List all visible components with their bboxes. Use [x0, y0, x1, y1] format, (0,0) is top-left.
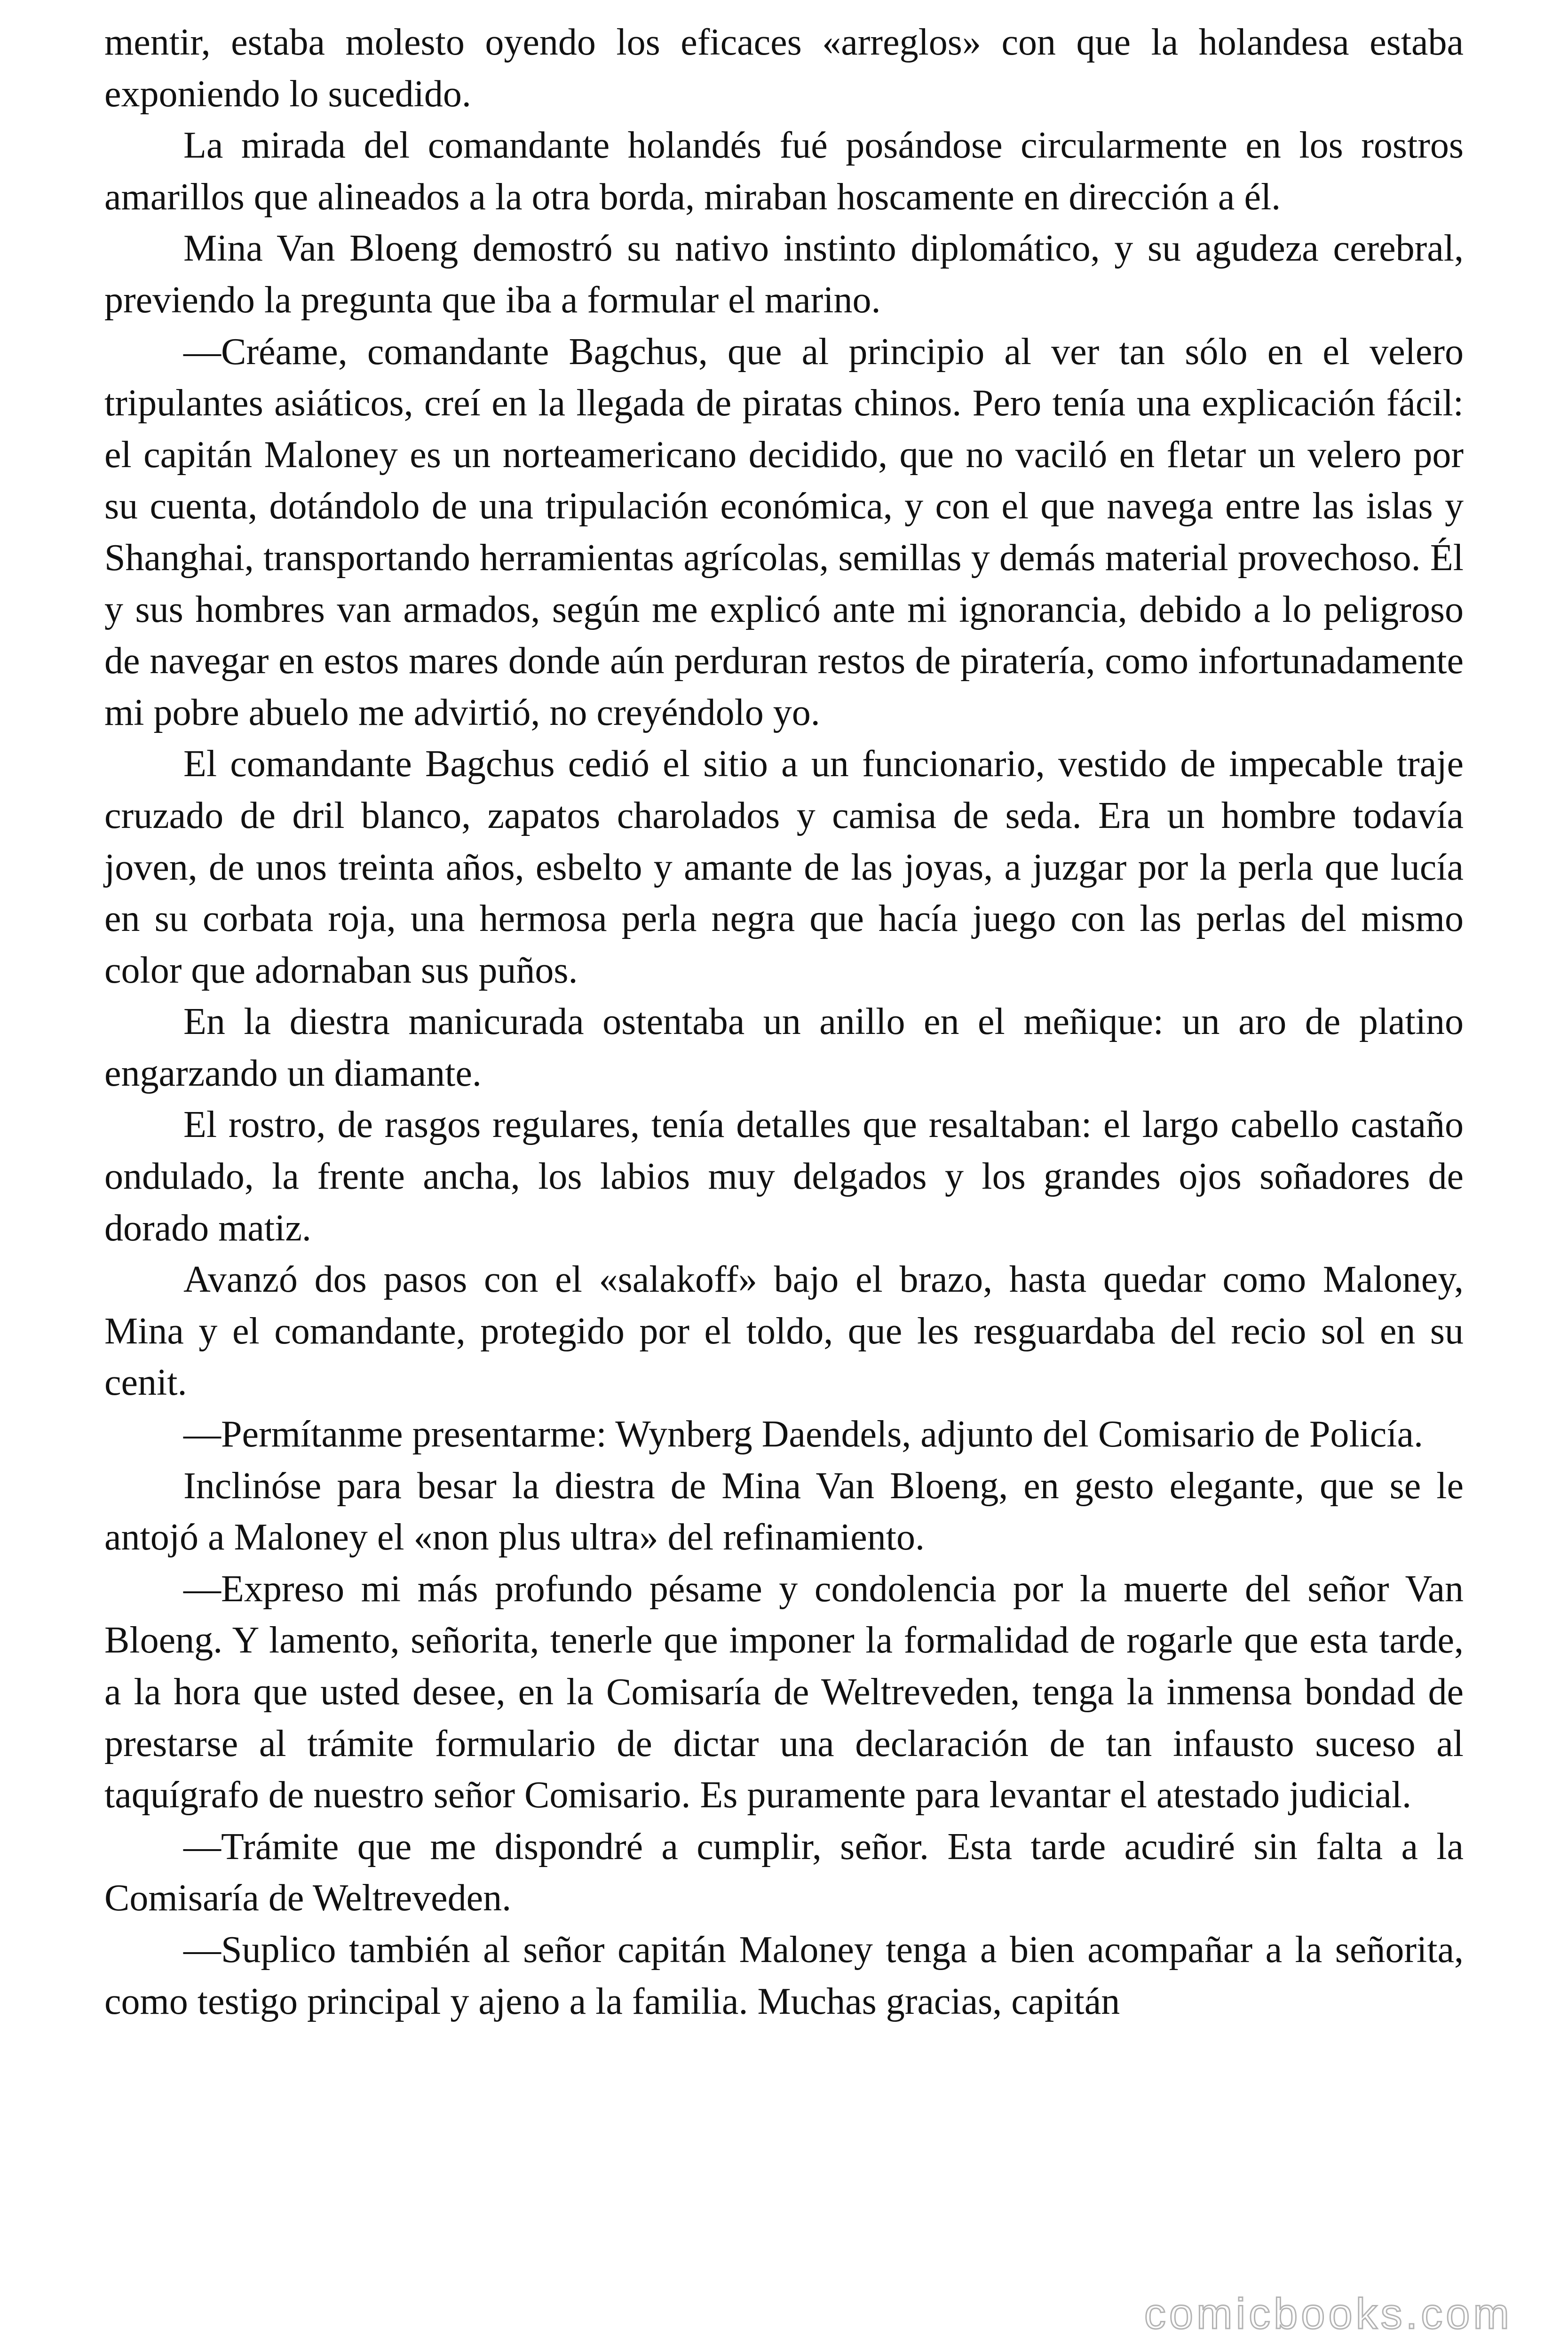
paragraph: —Permítanme presentarme: Wynberg Daendels, adjunto del Comisario de Policía. [183, 1414, 1424, 1455]
paragraph: —Trámite que me dispondré a cumplir, señor. Esta tarde acudiré sin falta a la Comisaría de Weltreveden. [104, 1826, 1464, 1919]
paragraph: El rostro, de rasgos regulares, tenía detalles que resaltaban: el largo cabello castaño ondulado, la frente ancha, los labios muy delgados y los grandes ojos soñadores de dorado matiz. [104, 1104, 1464, 1249]
paragraph: En la diestra manicurada ostentaba un anillo en el meñique: un aro de platino engarzando un diamante. [104, 1001, 1464, 1094]
paragraph: mentir, estaba molesto oyendo los eficaces «arreglos» con que la holandesa estaba exponiendo lo sucedido. [104, 22, 1464, 115]
text-column [104, 17, 1464, 2027]
paragraph: —Créame, comandante Bagchus, que al principio al ver tan sólo en el velero tripulantes asiáticos, creí en la llegada de piratas chinos. Pero tenía una explicación fácil: el capitán Maloney es un norteamericano decidido, que no vaciló en fletar un velero por su cuenta, dotándolo de una tripulación económica, y con el que navega entre las islas y Shanghai, transportando herramientas agrícolas, semillas y demás material provechoso. Él y sus hombres van armados, según me explicó ante mi ignorancia, debido a lo peligroso de navegar en estos mares donde aún perduran restos de piratería, como infortunadamente mi pobre abuelo me advirtió, no creyéndolo yo. [104, 331, 1464, 733]
paragraph: Mina Van Bloeng demostró su nativo instinto diplomático, y su agudeza cerebral, previendo la pregunta que iba a formular el marino. [104, 228, 1464, 321]
watermark: comicbooks.com [1144, 2290, 1513, 2338]
paragraph: El comandante Bagchus cedió el sitio a un funcionario, vestido de impecable traje cruzado de dril blanco, zapatos charolados y camisa de seda. Era un hombre todavía joven, de unos treinta años, esbelto y amante de las joyas, a juzgar por la perla que lucía en su corbata roja, una hermosa perla negra que hacía juego con las perlas del mismo color que adornaban sus puños. [104, 743, 1464, 991]
paragraph: Inclinóse para besar la diestra de Mina Van Bloeng, en gesto elegante, que se le antojó a Maloney el «non plus ultra» del refinamiento. [104, 1465, 1464, 1558]
paragraph: La mirada del comandante holandés fué posándose circularmente en los rostros amarillos que alineados a la otra borda, miraban hoscamente en dirección a él. [104, 125, 1464, 218]
paragraph: Avanzó dos pasos con el «salakoff» bajo el brazo, hasta quedar como Maloney, Mina y el comandante, protegido por el toldo, que les resguardaba del recio sol en su cenit. [104, 1259, 1464, 1404]
paragraph: —Suplico también al señor capitán Maloney tenga a bien acompañar a la señorita, como testigo principal y ajeno a la familia. Muchas gracias, capitán [104, 1929, 1464, 2022]
paragraph: —Expreso mi más profundo pésame y condolencia por la muerte del señor Van Bloeng. Y lamento, señorita, tenerle que imponer la formalidad de rogarle que esta tarde, a la hora que usted desee, en la Comisaría de Weltreveden, tenga la inmensa bondad de prestarse al trámite formulario de dictar una declaración de tan infausto suceso al taquígrafo de nuestro señor Comisario. Es puramente para levantar el atestado judicial. [104, 1568, 1464, 1816]
